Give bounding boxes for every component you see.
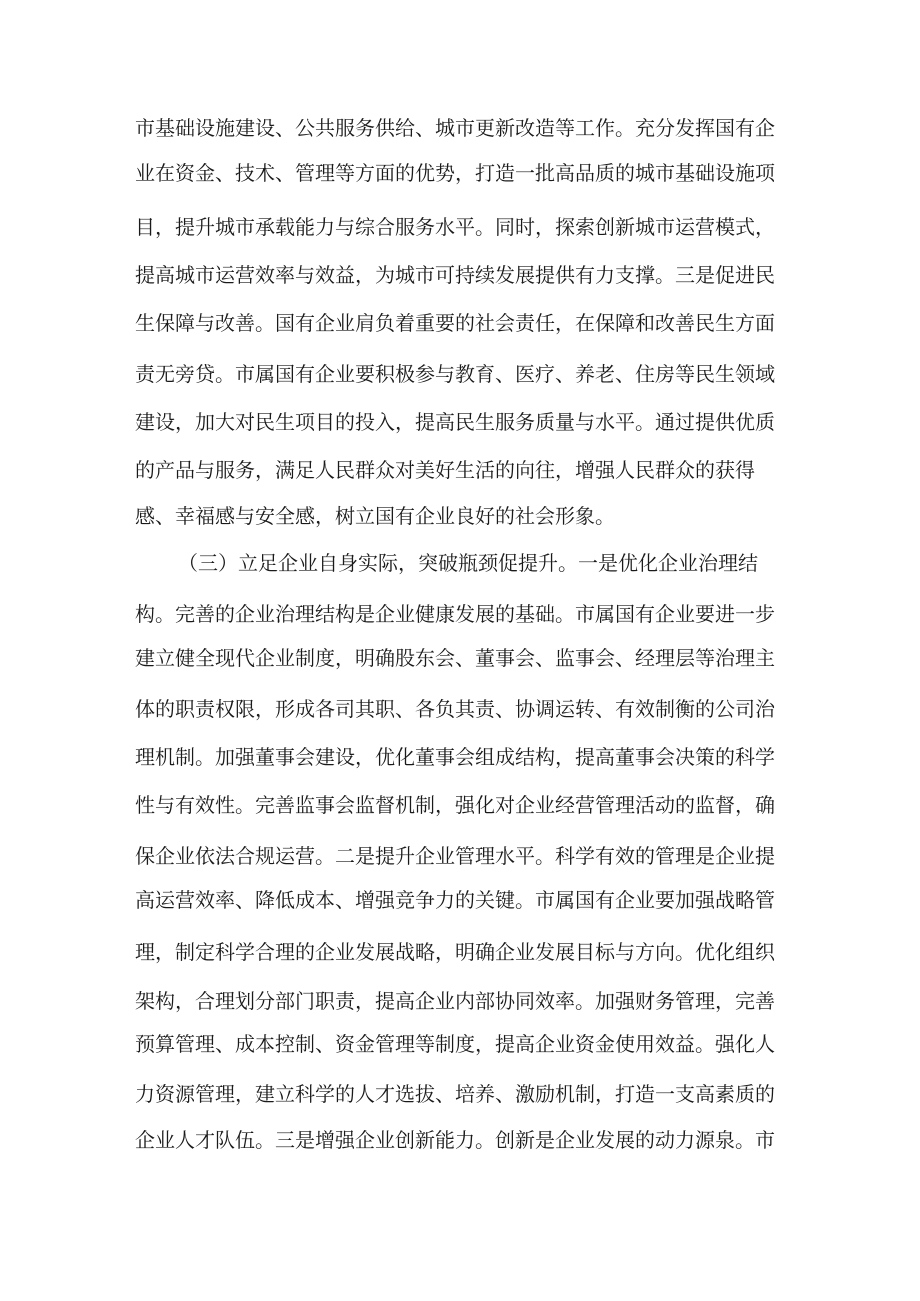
text-line: （三）立足企业自身实际，突破瓶颈促提升。一是优化企业治理结	[178, 551, 758, 575]
text-line: 预算管理、成本控制、资金管理等制度，提高企业资金使用效益。强化人	[135, 1032, 775, 1056]
text-line: 理，制定科学合理的企业发展战略，明确企业发展目标与方向。优化组织	[135, 940, 775, 964]
text-line: 的产品与服务，满足人民群众对美好生活的向往，增强人民群众的获得	[135, 458, 755, 482]
text-line: 架构，合理划分部门职责，提高企业内部协同效率。加强财务管理，完善	[135, 989, 775, 1013]
text-line: 提高城市运营效率与效益，为城市可持续发展提供有力支撑。三是促进民	[135, 263, 775, 287]
text-line: 目，提升城市承载能力与综合服务水平。同时，探索创新城市运营模式，	[135, 215, 775, 239]
text-line: 建设，加大对民生项目的投入，提高民生服务质量与水平。通过提供优质	[135, 410, 775, 434]
text-line: 性与有效性。完善监事会监督机制，强化对企业经营管理活动的监督，确	[135, 793, 775, 817]
text-line: 理机制。加强董事会建设，优化董事会组成结构，提高董事会决策的科学	[135, 745, 775, 769]
text-line: 市基础设施建设、公共服务供给、城市更新改造等工作。充分发挥国有企	[135, 116, 775, 140]
text-line: 建立健全现代企业制度，明确股东会、董事会、监事会、经理层等治理主	[135, 646, 775, 670]
text-line: 构。完善的企业治理结构是企业健康发展的基础。市属国有企业要进一步	[135, 602, 775, 626]
text-line: 生保障与改善。国有企业肩负着重要的社会责任，在保障和改善民生方面	[135, 311, 775, 335]
text-line: 高运营效率、降低成本、增强竞争力的关键。市属国有企业要加强战略管	[135, 888, 775, 912]
text-line: 保企业依法合规运营。二是提升企业管理水平。科学有效的管理是企业提	[135, 844, 775, 868]
text-line: 体的职责权限，形成各司其职、各负其责、协调运转、有效制衡的公司治	[135, 697, 775, 721]
text-line: 感、幸福感与安全感，树立国有企业良好的社会形象。	[135, 504, 615, 528]
text-line: 力资源管理，建立科学的人才选拔、培养、激励机制，打造一支高素质的	[135, 1082, 775, 1106]
text-line: 责无旁贷。市属国有企业要积极参与教育、医疗、养老、住房等民生领域	[135, 362, 775, 386]
text-line: 业在资金、技术、管理等方面的优势，打造一批高品质的城市基础设施项	[135, 161, 775, 185]
text-line: 企业人才队伍。三是增强企业创新能力。创新是企业发展的动力源泉。市	[135, 1128, 775, 1152]
